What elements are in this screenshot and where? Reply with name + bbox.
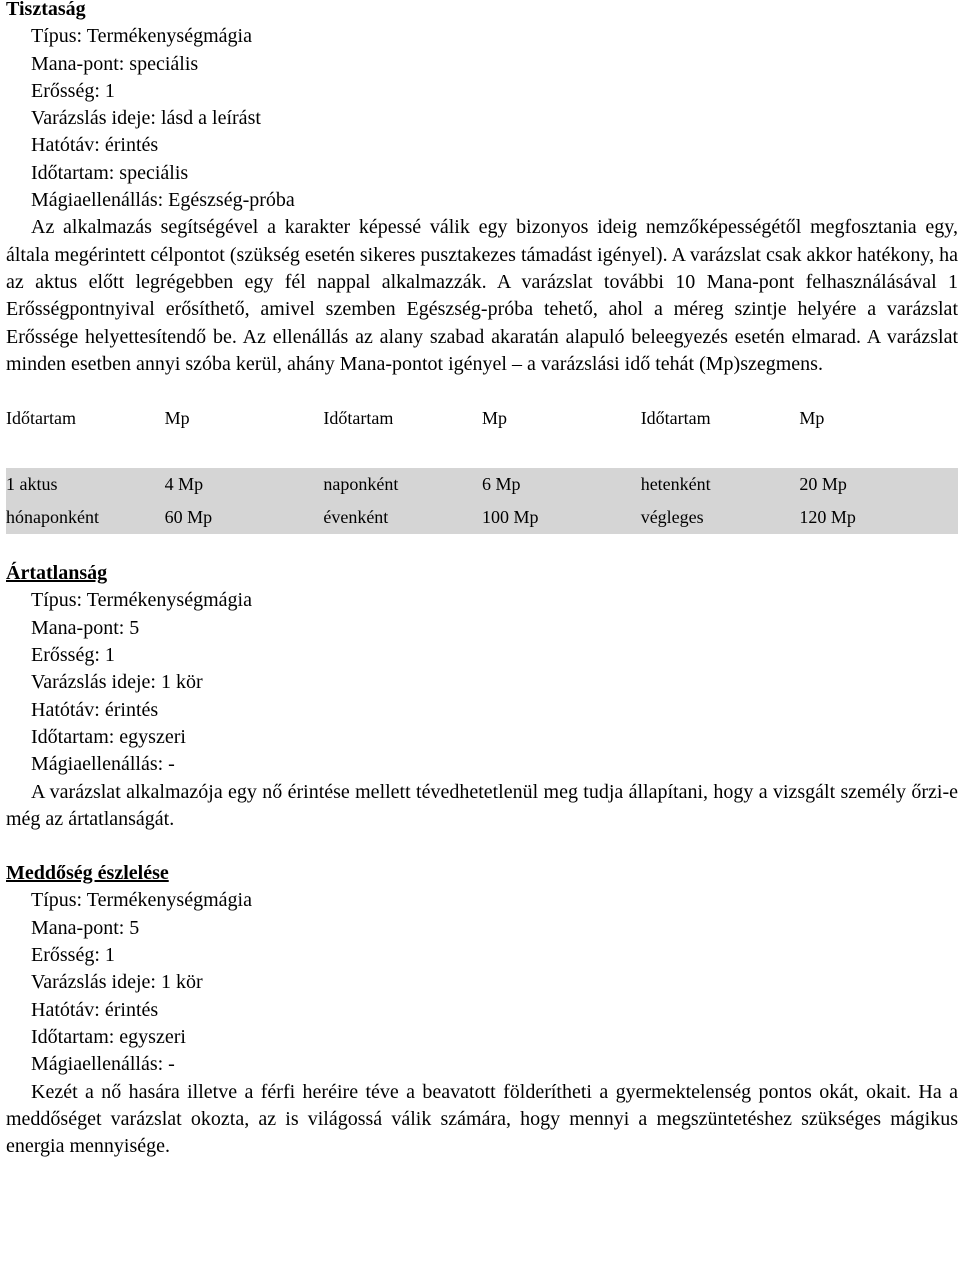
stat-mana: Mana-pont: 5 xyxy=(31,916,140,939)
spell-stats xyxy=(6,887,958,1078)
table-header-cell: Időtartam xyxy=(640,407,711,428)
stat-type: Típus: Termékenységmágia xyxy=(31,889,252,912)
mana-cost-table xyxy=(6,404,958,534)
stat-cast-time: Varázslás ideje: 1 kör xyxy=(31,971,203,994)
stat-duration: Időtartam: egyszeri xyxy=(31,1025,186,1048)
table-row xyxy=(6,468,958,501)
stat-resistance: Mágiaellenállás: Egészség-próba xyxy=(31,189,295,212)
table-cell: 1 aktus xyxy=(6,474,58,494)
table-cell: naponként xyxy=(323,474,399,494)
stat-cast-time: Varázslás ideje: 1 kör xyxy=(31,671,203,694)
table-cell: évenként xyxy=(323,507,389,527)
stat-duration: Időtartam: egyszeri xyxy=(31,725,186,748)
stat-type: Típus: Termékenységmágia xyxy=(31,589,252,612)
spell-section-artatlansag xyxy=(6,560,958,833)
spell-stats xyxy=(6,23,958,214)
table-header-cell: Mp xyxy=(482,407,508,428)
stat-range: Hatótáv: érintés xyxy=(31,698,159,721)
table-header-cell: Időtartam xyxy=(6,407,76,428)
table-cell: végleges xyxy=(640,507,704,527)
spell-description: A varázslat alkalmazója egy nő érintése mellett tévedhetetlenül meg tudja állapítani, hogy a vizsgált személy őrzi-e még az ártatlanságát. xyxy=(6,780,958,830)
stat-strength: Erősség: 1 xyxy=(31,644,115,667)
spell-section-tisztasag xyxy=(6,0,958,534)
table-header-row xyxy=(6,404,958,432)
stat-resistance: Mágiaellenállás: - xyxy=(31,753,175,776)
table-cell: 100 Mp xyxy=(482,507,539,527)
stat-resistance: Mágiaellenállás: - xyxy=(31,1053,175,1076)
table-cell: 60 Mp xyxy=(164,507,213,527)
table-cell: hónaponként xyxy=(6,507,99,527)
stat-mana: Mana-pont: 5 xyxy=(31,616,140,639)
table-cell: 120 Mp xyxy=(799,507,856,527)
table-header-cell: Időtartam xyxy=(323,407,394,428)
table-body xyxy=(6,468,958,534)
table-cell: 6 Mp xyxy=(482,474,521,494)
table-cell: hetenként xyxy=(640,474,711,494)
document-page xyxy=(6,0,958,1160)
stat-range: Hatótáv: érintés xyxy=(31,998,159,1021)
stat-strength: Erősség: 1 xyxy=(31,79,115,102)
spell-title: Ártatlanság xyxy=(6,562,108,585)
stat-type: Típus: Termékenységmágia xyxy=(31,25,252,48)
stat-cast-time: Varázslás ideje: lásd a leírást xyxy=(31,107,261,130)
stat-duration: Időtartam: speciális xyxy=(31,161,189,184)
table-header-cell: Mp xyxy=(164,407,190,428)
spell-title: Meddőség észlelése xyxy=(6,862,169,885)
spell-section-meddoseg-eszlelese xyxy=(6,860,958,1160)
stat-mana: Mana-pont: speciális xyxy=(31,52,199,75)
table-cell: 4 Mp xyxy=(164,474,204,494)
stat-range: Hatótáv: érintés xyxy=(31,134,159,157)
table-row xyxy=(6,501,958,534)
spell-description: Kezét a nő hasára illetve a férfi heréire téve a beavatott földerítheti a gyermektelenség pontos okát, okait. Ha a meddőséget varázslat okozta, az is világossá válik számára, hogy mennyi a megszüntetéshez szükséges mágikus energia mennyisége. xyxy=(6,1080,958,1158)
table-cell: 20 Mp xyxy=(799,474,847,494)
spell-stats xyxy=(6,587,958,778)
stat-strength: Erősség: 1 xyxy=(31,944,115,967)
spell-description: Az alkalmazás segítségével a karakter képessé válik egy bizonyos ideig nemzőképességétől megfosztania egy, általa megérintett célpontot (szükség esetén sikeres pusztakezes támadást igényel). A varázslat csak akkor hatékony, ha az aktus előtt legrégebben egy fél nappal alkalmazzák. A varázslat további 10 Mana-pont felhasználásával 1 Erősségpontnyival erősíthető, amivel szemben Egészség-próba tehető, ahol a méreg szintje helyére a varázslat Erőssége helyettesítendő be. Az ellenállás az alany szabad akaratán alapuló beleegyezés esetén elmarad. A varázslat minden esetben annyi szóba kerül, ahány Mana-pontot igényel – a varázslási idő tehát (Mp)szegmens. xyxy=(6,216,958,375)
table-header-cell: Mp xyxy=(799,407,825,428)
spell-title: Tisztaság xyxy=(6,0,86,20)
